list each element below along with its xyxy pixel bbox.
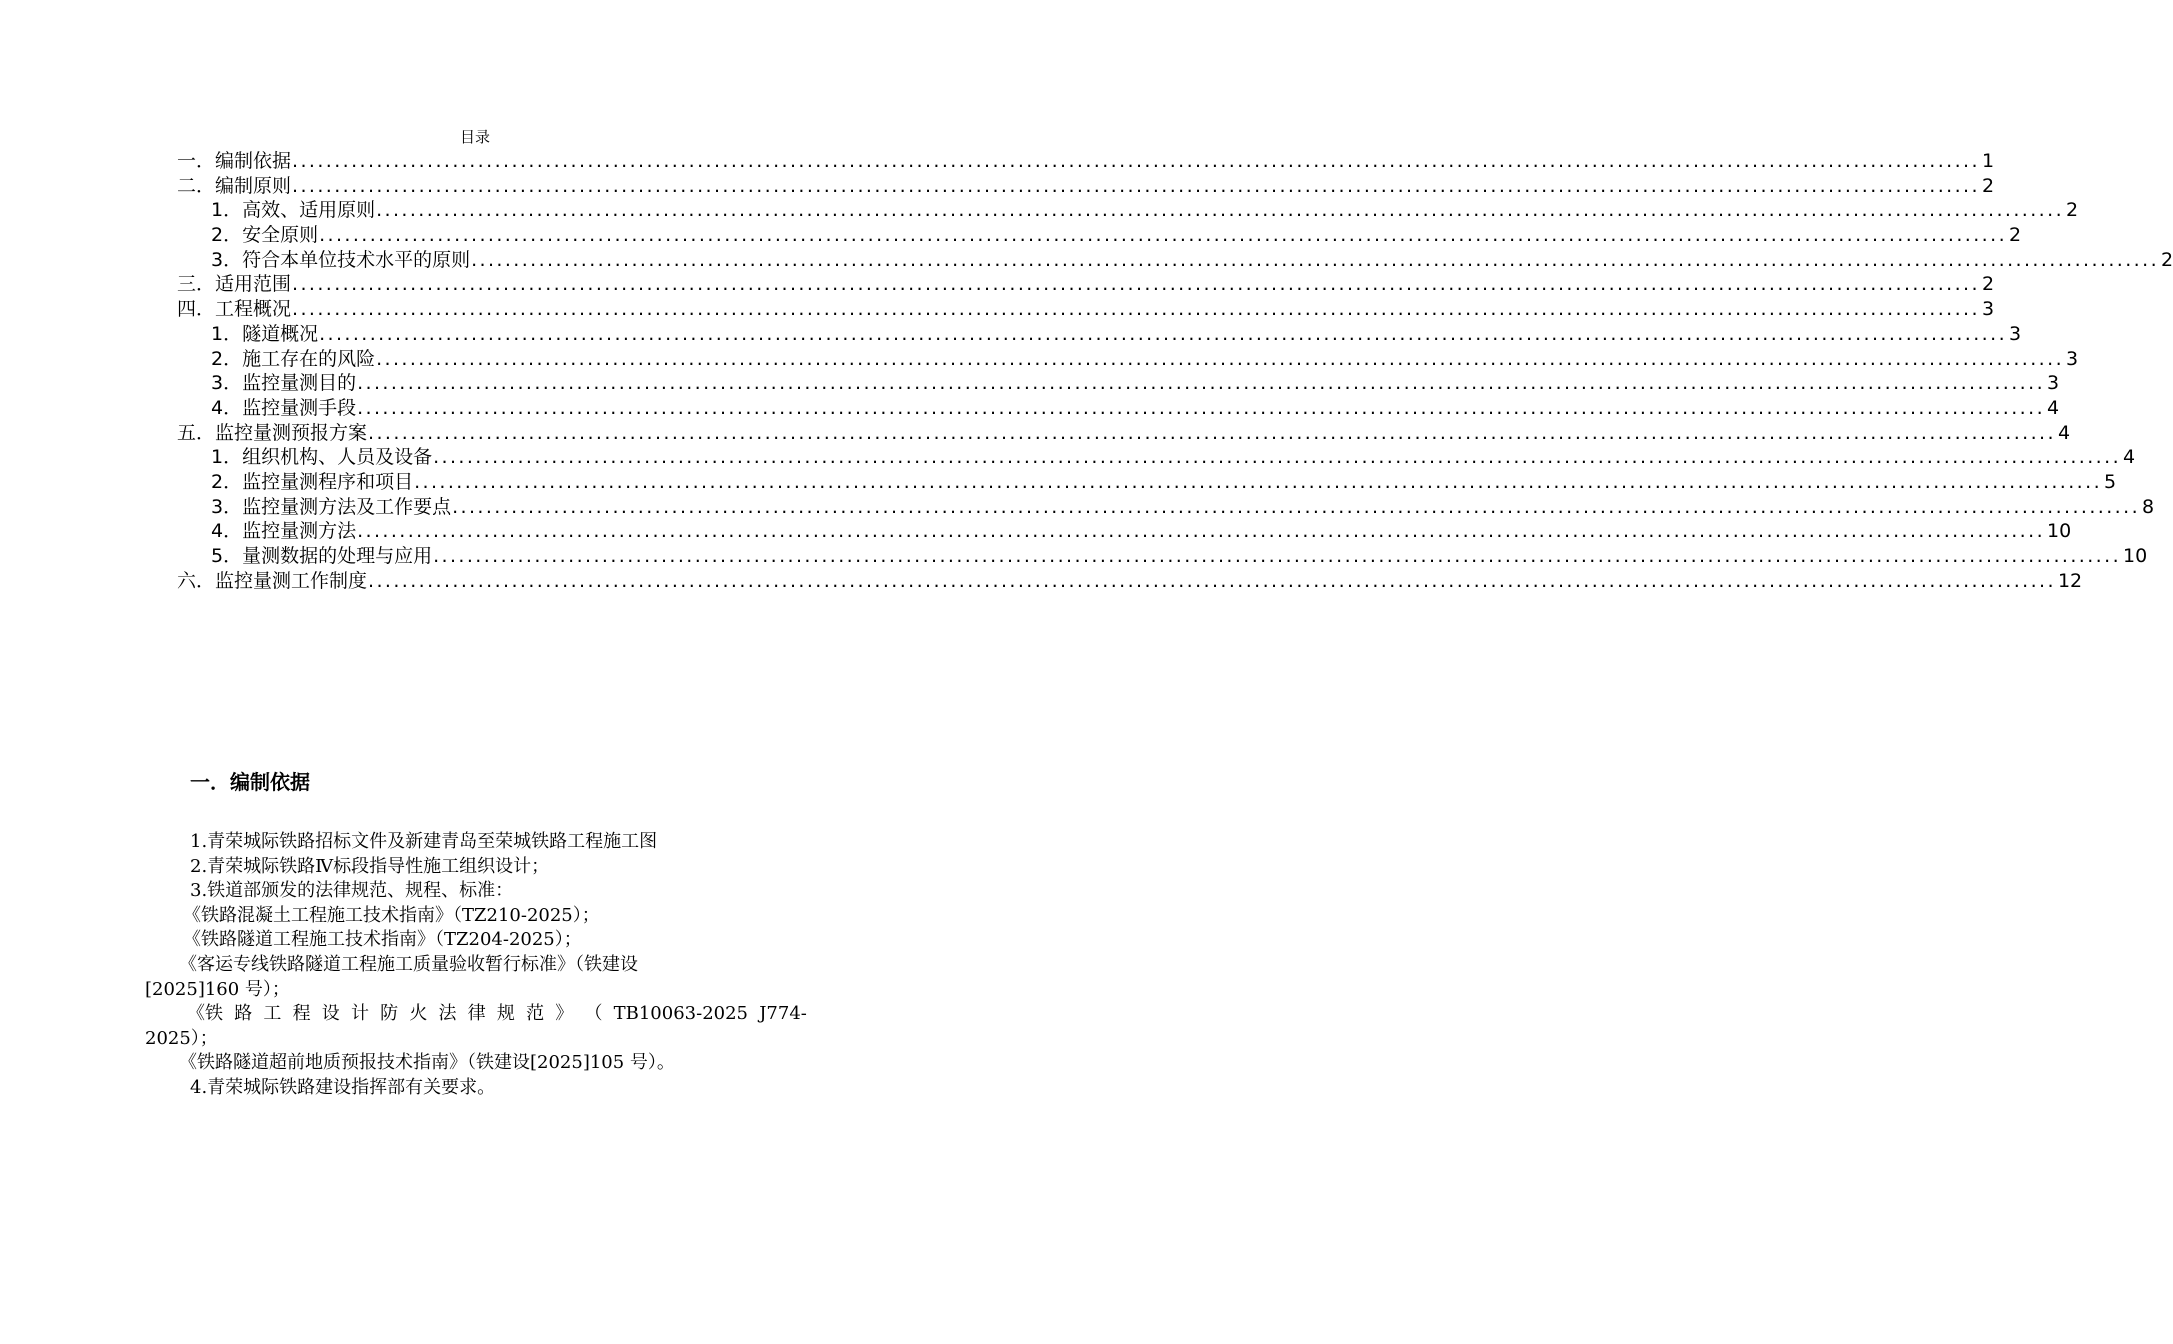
standard-4-segment: 程 bbox=[292, 1003, 311, 1025]
basis-item-3: 3.铁道部颁发的法律规范、规程、标准： bbox=[190, 880, 514, 902]
toc-title: 目录 bbox=[459, 128, 490, 146]
toc-entry-label: 六．监控量测工作制度 bbox=[177, 569, 368, 592]
toc-entry-page: 4 bbox=[2123, 446, 2136, 469]
toc-entry[interactable] bbox=[177, 544, 2148, 569]
toc-leader-dots: ........................................................................................................................................................................................................ bbox=[292, 298, 1980, 321]
toc-entry-page: 3 bbox=[1981, 298, 1995, 321]
standard-4-segment: 防 bbox=[380, 1003, 399, 1025]
toc-entry[interactable] bbox=[177, 272, 1995, 297]
toc-entry-label: 3．监控量测目的 bbox=[211, 372, 357, 395]
standard-4-segment: 法 bbox=[438, 1003, 457, 1025]
toc-leader-dots: ........................................................................................................................................................................................................ bbox=[357, 396, 2046, 419]
toc-entry[interactable] bbox=[177, 445, 2136, 470]
toc-leader-dots: ........................................................................................................................................................................................................ bbox=[292, 150, 1980, 172]
toc-entry-label: 4．监控量测方法 bbox=[211, 520, 357, 543]
toc-entry[interactable] bbox=[177, 470, 2117, 495]
standard-4-line-2: 2025）； bbox=[145, 1027, 218, 1049]
toc-entry-page: 3 bbox=[2066, 347, 2079, 370]
toc-entry-page: 4 bbox=[2047, 396, 2060, 419]
toc-entry[interactable] bbox=[177, 198, 2079, 223]
standard-4-segment: 律 bbox=[467, 1003, 486, 1025]
toc-entry-page: 2 bbox=[2009, 224, 2022, 247]
toc-entry-label: 1．隧道概况 bbox=[211, 322, 319, 345]
toc-entry-label: 3．监控量测方法及工作要点 bbox=[211, 495, 452, 518]
toc-entry-page: 10 bbox=[2123, 545, 2148, 567]
toc-entry[interactable] bbox=[177, 495, 2155, 520]
standard-4-segment: TB10063-2025 bbox=[613, 1003, 749, 1025]
toc-entry-label: 1．高效、适用原则 bbox=[211, 199, 376, 222]
toc-entry[interactable] bbox=[177, 248, 2173, 273]
toc-leader-dots: ........................................................................................................................................................................................................ bbox=[357, 520, 2046, 543]
standard-4-segment: 设 bbox=[321, 1003, 340, 1025]
toc-entry[interactable] bbox=[177, 519, 2072, 544]
basis-item-2: 2.青荣城际铁路Ⅳ标段指导性施工组织设计； bbox=[190, 855, 550, 877]
toc-entry-label: 三．适用范围 bbox=[177, 273, 292, 296]
standard-4-segment: 规 bbox=[496, 1003, 515, 1025]
standard-2: 《铁路隧道工程施工技术指南》（TZ204-2025）； bbox=[183, 929, 582, 951]
toc-entry-page: 1 bbox=[1981, 150, 1995, 172]
toc-entry[interactable] bbox=[177, 371, 2060, 396]
toc-entry-page: 4 bbox=[2057, 421, 2071, 444]
toc-leader-dots: ........................................................................................................................................................................................................ bbox=[319, 224, 2008, 247]
toc-leader-dots: ........................................................................................................................................................................................................ bbox=[292, 174, 1980, 197]
standard-5: 《铁路隧道超前地质预报技术指南》（铁建设[2025]105 号）。 bbox=[179, 1052, 675, 1074]
toc-entry-label: 五．监控量测预报方案 bbox=[177, 421, 368, 444]
toc-leader-dots: ........................................................................................................................................................................................................ bbox=[414, 470, 2103, 493]
table-of-contents bbox=[177, 149, 2173, 593]
standard-4-segment: 火 bbox=[409, 1003, 428, 1025]
section-body bbox=[145, 830, 807, 1101]
toc-leader-dots: ........................................................................................................................................................................................................ bbox=[433, 446, 2122, 469]
toc-entry-label: 1．组织机构、人员及设备 bbox=[211, 446, 433, 469]
toc-entry-page: 5 bbox=[2104, 470, 2117, 493]
toc-leader-dots: ........................................................................................................................................................................................................ bbox=[357, 372, 2046, 395]
standard-4-segment: 计 bbox=[350, 1003, 369, 1025]
standard-4-segment: J774- bbox=[759, 1003, 807, 1025]
toc-leader-dots: ........................................................................................................................................................................................................ bbox=[292, 273, 1980, 296]
toc-entry-page: 3 bbox=[2009, 322, 2022, 345]
toc-leader-dots: ........................................................................................................................................................................................................ bbox=[319, 322, 2008, 345]
toc-leader-dots: ........................................................................................................................................................................................................ bbox=[452, 495, 2141, 518]
toc-entry-label: 4．监控量测手段 bbox=[211, 396, 357, 419]
toc-entry[interactable] bbox=[177, 322, 2022, 347]
toc-entry-page: 12 bbox=[2057, 569, 2083, 592]
toc-entry-page: 3 bbox=[2047, 372, 2060, 395]
toc-entry-label: 3．符合本单位技术水平的原则 bbox=[211, 248, 471, 271]
toc-entry-page: 10 bbox=[2047, 520, 2072, 543]
basis-item-4: 4.青荣城际铁路建设指挥部有关要求。 bbox=[190, 1076, 496, 1098]
toc-leader-dots: ........................................................................................................................................................................................................ bbox=[376, 347, 2065, 370]
toc-leader-dots: ........................................................................................................................................................................................................ bbox=[368, 569, 2056, 592]
toc-leader-dots: ........................................................................................................................................................................................................ bbox=[368, 421, 2056, 444]
toc-entry-page: 8 bbox=[2142, 495, 2155, 518]
toc-leader-dots: ........................................................................................................................................................................................................ bbox=[376, 199, 2065, 222]
toc-entry[interactable] bbox=[177, 347, 2079, 372]
toc-entry[interactable] bbox=[177, 421, 2071, 446]
toc-entry-label: 二．编制原则 bbox=[177, 174, 292, 197]
toc-leader-dots: ........................................................................................................................................................................................................ bbox=[471, 248, 2160, 271]
toc-entry[interactable] bbox=[177, 223, 2022, 248]
toc-entry[interactable] bbox=[177, 149, 1995, 174]
toc-entry-label: 5．量测数据的处理与应用 bbox=[211, 545, 433, 567]
toc-entry[interactable] bbox=[177, 569, 2083, 594]
standard-4-segment: 路 bbox=[234, 1003, 253, 1025]
standard-4-segment: 》 bbox=[555, 1003, 574, 1025]
standard-4-line-1 bbox=[145, 1002, 807, 1027]
section-heading: 一．编制依据 bbox=[190, 770, 310, 794]
standard-1: 《铁路混凝土工程施工技术指南》（TZ210-2025）； bbox=[183, 904, 600, 926]
toc-entry-label: 2．安全原则 bbox=[211, 224, 319, 247]
toc-entry-label: 2．施工存在的风险 bbox=[211, 347, 376, 370]
standard-3-line-2: [2025]160 号）； bbox=[145, 978, 290, 1000]
toc-entry-page: 2 bbox=[1981, 273, 1995, 296]
standard-4-segment: 范 bbox=[526, 1003, 545, 1025]
toc-entry-label: 2．监控量测程序和项目 bbox=[211, 470, 414, 493]
toc-leader-dots: ........................................................................................................................................................................................................ bbox=[433, 545, 2122, 567]
toc-entry-page: 2 bbox=[1981, 174, 1995, 197]
standard-4-segment: （ bbox=[584, 1003, 603, 1025]
toc-entry-page: 2 bbox=[2066, 199, 2079, 222]
basis-item-1: 1.青荣城际铁路招标文件及新建青岛至荣城铁路工程施工图 bbox=[190, 831, 658, 852]
toc-entry-label: 四．工程概况 bbox=[177, 298, 292, 321]
standard-4-segment: 工 bbox=[263, 1003, 282, 1025]
toc-entry[interactable] bbox=[177, 396, 2060, 421]
standard-3-line-1: 《客运专线铁路隧道工程施工质量验收暂行标准》（铁建设 bbox=[179, 953, 638, 975]
standard-4-segment: 《铁 bbox=[187, 1003, 223, 1025]
toc-entry-page: 2 bbox=[2161, 248, 2173, 271]
toc-entry[interactable] bbox=[177, 174, 1995, 199]
toc-entry-label: 一．编制依据 bbox=[177, 150, 292, 172]
toc-entry[interactable] bbox=[177, 297, 1995, 322]
